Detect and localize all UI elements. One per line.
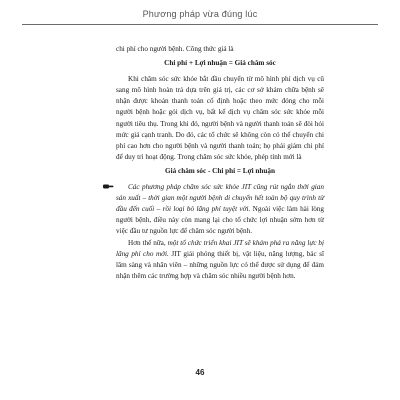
emphasized-sentence: Các phương pháp chăm sóc sức khỏe JIT cũng rút ngắn thời gian sản xuất – thời gian một người bệnh di chuyển hết toàn bộ quy trình từ đầu đến cuối – rồi loại bỏ lãng phí tuyệt vời.	[116, 183, 324, 214]
running-header: Phương pháp vừa đúng lúc	[142, 9, 258, 19]
formula-price-minus: Giá chăm sóc - Chi phí = Lợi nhuận	[165, 166, 275, 175]
body-text	[116, 44, 324, 282]
header-divider	[22, 24, 378, 25]
paragraph-3	[116, 182, 324, 237]
paragraph-4-lead: Hơn thế nữa,	[128, 238, 168, 247]
paragraph-4-emphasis: một tổ chức triển khai JIT sẽ khám phá ra năng lực bị lãng phí cho mới.	[116, 238, 325, 258]
paragraph-4	[116, 238, 324, 282]
pointing-hand-icon	[103, 183, 114, 190]
paragraph-1: chi phí cho người bệnh. Công thức giá là	[116, 45, 234, 53]
page-number: 46	[195, 368, 205, 377]
paragraph-4-rest: JIT giải phóng thiết bị, vật liệu, năng lượng, bác sĩ lâm sàng và nhân viên – những nguồn lực có thể được sử dụng để đảm nhận thêm các trường hợp và chăm sóc nhiều người bệnh hơn.	[116, 249, 324, 280]
paragraph-3-rest: Ngoài việc làm hài lòng người bệnh, điều này còn mang lại cho tổ chức lợi nhuận sớm hơn từ việc đầu tư nguồn lực để chăm sóc người bệnh.	[116, 205, 324, 236]
paragraph-2: Khi chăm sóc sức khỏe bắt đầu chuyển từ mô hình phí dịch vụ cũ sang mô hình hoàn trả dựa trên giá trị, các cơ sở khám chữa bệnh sẽ nhận được khoản thanh toán cố định hoặc theo mức đóng cho mỗi người bệnh hoặc gói dịch vụ, bất kể dịch vụ chăm sóc sức khỏe mỗi người tiêu thụ. Trong khi đó, người bệnh và người thanh toán sẽ đòi hỏi mức giá cạnh tranh. Do đó, các tổ chức sẽ không còn có thể chuyển chi phí cao hơn cho người bệnh và người thanh toán; họ phải giảm chi phí để duy trì hoạt động. Trong chăm sóc sức khỏe, phép tính mới là	[116, 75, 324, 161]
formula-cost-plus: Chi phí + Lợi nhuận = Giá chăm sóc	[164, 59, 276, 68]
